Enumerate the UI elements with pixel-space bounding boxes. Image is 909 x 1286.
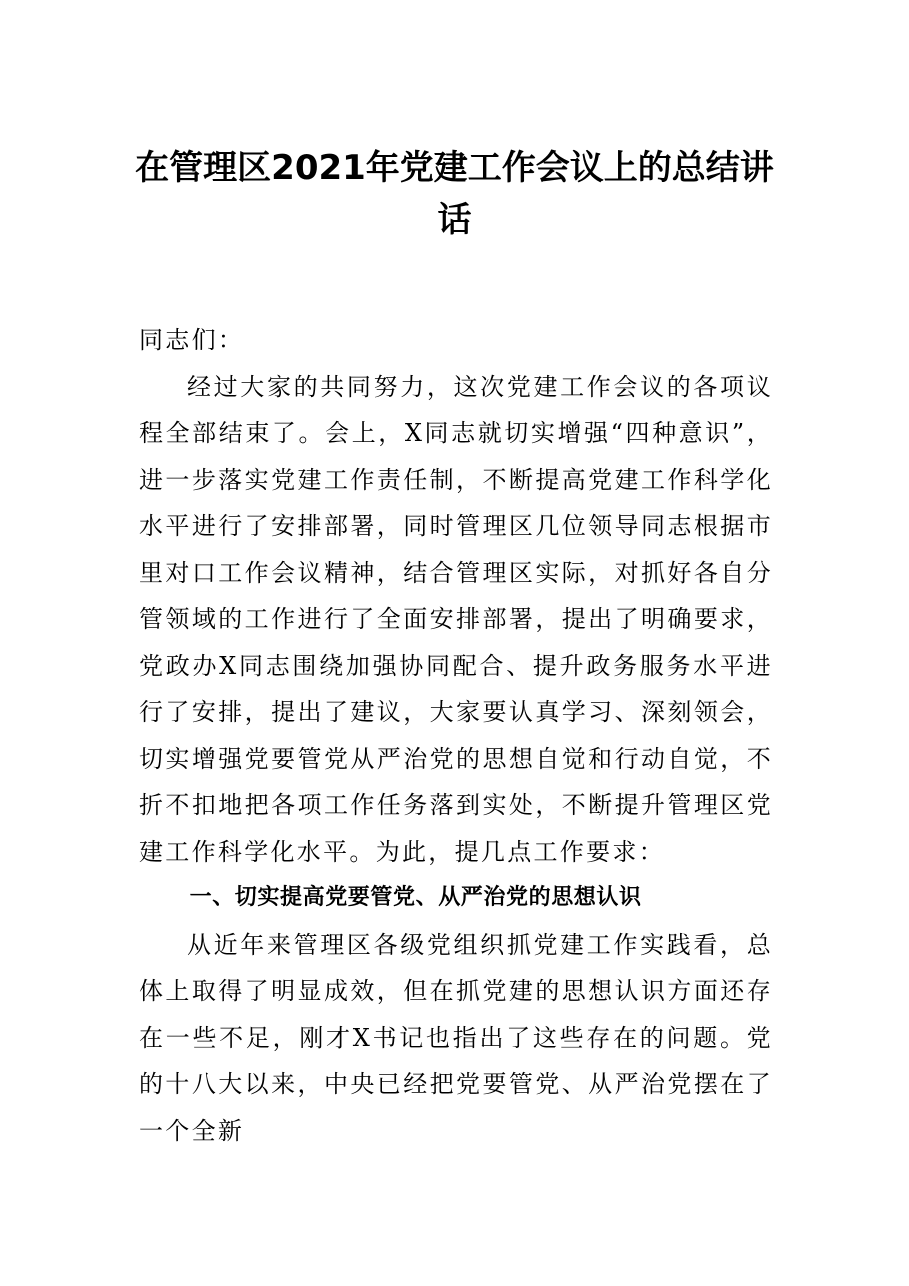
document-body <box>139 317 773 1154</box>
document-title: 在管理区2021年党建工作会议上的总结讲话 <box>135 148 774 240</box>
section-heading: 一、切实提高党要管党、从严治党的思想认识 <box>189 885 642 910</box>
paragraph: 从近年来管理区各级党组织抓党建工作实践看，总体上取得了明显成效，但在抓党建的思想认识方面还存在一些不足，刚才X书记也指出了这些存在的问题。党的十八大以来，中央已经把党要管党、从严治党摆在了一个全新 <box>139 930 773 1145</box>
paragraph: 经过大家的共同努力，这次党建工作会议的各项议程全部结束了。会上，X同志就切实增强“四种意识”，进一步落实党建工作责任制，不断提高党建工作科学化水平进行了安排部署，同时管理区几位领导同志根据市里对口工作会议精神，结合管理区实际，对抓好各自分管领域的工作进行了全面安排部署，提出了明确要求，党政办X同志围绕加强协同配合、提升政务服务水平进行了安排，提出了建议，大家要认真学习、深刻领会，切实增强党要管党从严治党的思想自觉和行动自觉，不折不扣地把各项工作任务落到实处，不断提升管理区党建工作科学化水平。为此，提几点工作要求： <box>139 372 773 866</box>
salutation: 同志们： <box>139 326 245 354</box>
